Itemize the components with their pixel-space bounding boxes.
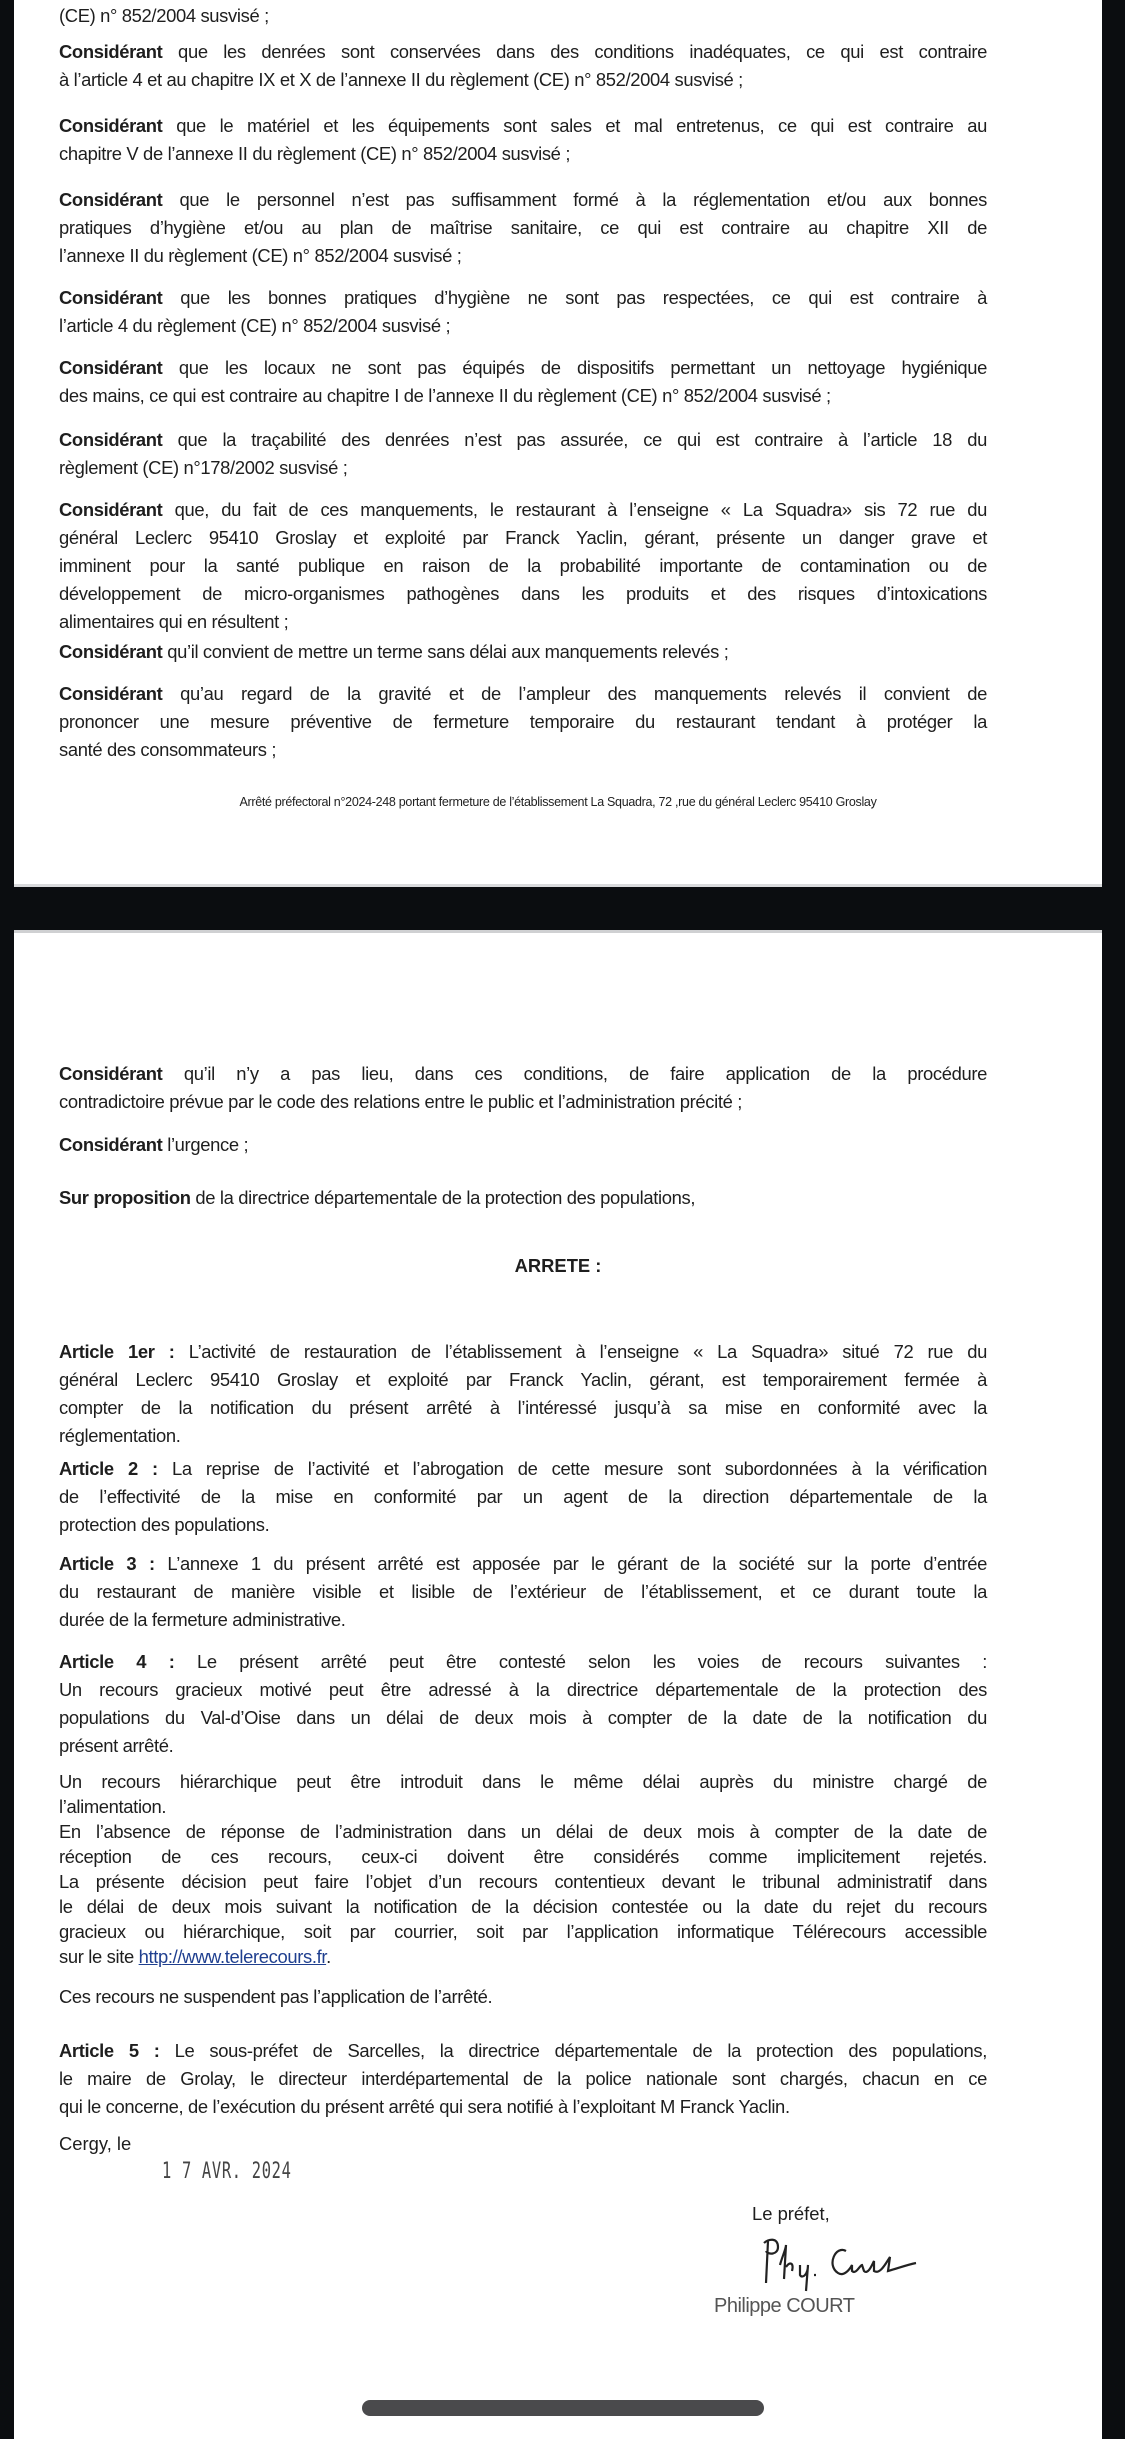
line-text: que le personnel n’est pas suffisamment formé à la réglementation et/ou aux bonnes <box>162 189 987 210</box>
text-line <box>59 1131 987 1159</box>
line-text: imminent pour la santé publique en raison de la probabilité importante de contamination ou de <box>59 555 987 576</box>
text-line <box>59 1394 987 1422</box>
line-text: le délai de deux mois suivant la notification de la décision contestée ou la date du rejet du recours <box>59 1896 987 1917</box>
text-line <box>59 38 987 66</box>
text-line <box>59 552 987 580</box>
text-line <box>59 1422 987 1450</box>
bold-lead: Article 1er : <box>59 1341 175 1362</box>
text-line <box>59 1366 987 1394</box>
document-page-2 <box>14 930 1102 2439</box>
line-text: présent arrêté. <box>59 1735 174 1756</box>
paragraph <box>59 1455 987 1539</box>
text-line <box>59 1060 987 1088</box>
signatory-title: Le préfet, <box>752 2203 830 2224</box>
text-line <box>59 524 987 552</box>
line-text: qui le concerne, de l’exécution du présent arrêté qui sera notifié à l’exploitant M Franck Yaclin. <box>59 2096 790 2117</box>
paragraph <box>59 1131 987 1159</box>
line-text: L’annexe 1 du présent arrêté est apposée par le gérant de la société sur la porte d’entrée <box>154 1553 987 1574</box>
bold-lead: Considérant <box>59 357 163 378</box>
paragraph <box>59 112 987 168</box>
text-line <box>59 186 987 214</box>
text-line <box>59 66 987 94</box>
bold-lead: Considérant <box>59 115 163 136</box>
text-line <box>59 112 987 140</box>
line-text: général Leclerc 95410 Groslay et exploité par Franck Yaclin, gérant, est temporairement fermée à <box>59 1369 987 1390</box>
line-text: qu’il n’y a pas lieu, dans ces conditions, de faire application de la procédure <box>162 1063 987 1084</box>
text-line <box>59 638 987 666</box>
bold-lead: Considérant <box>59 41 163 62</box>
line-text: qu’il convient de mettre un terme sans délai aux manquements relevés ; <box>162 641 729 662</box>
line-text: . <box>326 1946 331 1967</box>
line-text: à l’article 4 et au chapitre IX et X de l’annexe II du règlement (CE) n° 852/2004 susvisé ; <box>59 69 743 90</box>
line-text: Le sous-préfet de Sarcelles, la directrice départementale de la protection des populations, <box>159 2040 987 2061</box>
line-text: règlement (CE) n°178/2002 susvisé ; <box>59 457 348 478</box>
text-line <box>59 1676 987 1704</box>
text-line <box>59 1648 987 1676</box>
line-text: que les locaux ne sont pas équipés de dispositifs permettant un nettoyage hygiénique <box>162 357 987 378</box>
text-line <box>59 354 987 382</box>
text-line <box>59 454 987 482</box>
line-text: que les denrées sont conservées dans des conditions inadéquates, ce qui est contraire <box>162 41 987 62</box>
line-text: santé des consommateurs ; <box>59 739 277 760</box>
bold-lead: Considérant <box>59 1063 163 1084</box>
text-line <box>59 1606 987 1634</box>
text-line <box>59 1944 987 1969</box>
text-line <box>59 1919 987 1944</box>
line-text: populations du Val-d’Oise dans un délai de deux mois à compter de la date de la notification du <box>59 1707 987 1728</box>
text-line <box>59 1511 987 1539</box>
line-text: compter de la notification du présent arrêté à l’intéressé jusqu’à sa mise en conformité avec la <box>59 1397 987 1418</box>
line-text: La reprise de l’activité et l’abrogation de cette mesure sont subordonnées à la vérification <box>157 1458 987 1479</box>
line-text: En l’absence de réponse de l’administration dans un délai de deux mois à compter de la date de <box>59 1821 987 1842</box>
text-line <box>59 2037 987 2065</box>
text-line <box>59 736 987 764</box>
bold-lead: Considérant <box>59 189 163 210</box>
paragraph <box>59 2 987 30</box>
paragraph <box>59 426 987 482</box>
line-text: général Leclerc 95410 Groslay et exploité par Franck Yaclin, gérant, présente un danger grave et <box>59 527 987 548</box>
paragraph <box>59 186 987 270</box>
line-text: Un recours hiérarchique peut être introduit dans le même délai auprès du ministre chargé de <box>59 1771 987 1792</box>
text-line <box>59 1184 987 1212</box>
text-line <box>59 580 987 608</box>
paragraph <box>59 680 987 764</box>
line-text: l’alimentation. <box>59 1796 167 1817</box>
text-line <box>59 1088 987 1116</box>
bold-lead: Considérant <box>59 641 163 662</box>
text-line <box>59 1794 987 1819</box>
line-text: développement de micro-organismes pathogènes dans les produits et des risques d’intoxications <box>59 583 987 604</box>
telerecours-link[interactable]: http://www.telerecours.fr <box>138 1946 327 1967</box>
line-text: de la directrice départementale de la protection des populations, <box>190 1187 696 1208</box>
line-text: l’annexe II du règlement (CE) n° 852/2004 susvisé ; <box>59 245 462 266</box>
line-text: prononcer une mesure préventive de fermeture temporaire du restaurant tendant à protéger la <box>59 711 987 732</box>
text-line <box>59 2 987 30</box>
text-line <box>59 284 987 312</box>
text-line <box>59 1578 987 1606</box>
text-line <box>59 1455 987 1483</box>
paragraph <box>59 354 987 410</box>
home-indicator[interactable] <box>362 2400 764 2416</box>
line-text: Un recours gracieux motivé peut être adressé à la directrice départementale de la protection des <box>59 1679 987 1700</box>
line-text: des mains, ce qui est contraire au chapitre I de l’annexe II du règlement (CE) n° 852/2004 susvisé ; <box>59 385 831 406</box>
text-line <box>59 2093 987 2121</box>
text-line <box>59 312 987 340</box>
signature-image <box>756 2235 936 2295</box>
bold-lead: Considérant <box>59 499 163 520</box>
paragraph <box>59 1338 987 1450</box>
line-text: Le présent arrêté peut être contesté selon les voies de recours suivantes : <box>174 1651 987 1672</box>
line-text: Ces recours ne suspendent pas l’application de l’arrêté. <box>59 1986 493 2007</box>
place-label: Cergy, le <box>59 2133 132 2154</box>
line-text: gracieux ou hiérarchique, soit par courrier, soit par l’application informatique Télérecours accessible <box>59 1921 987 1942</box>
paragraph <box>59 1983 987 2011</box>
bold-lead: Considérant <box>59 1134 163 1155</box>
line-text: que, du fait de ces manquements, le restaurant à l’enseigne « La Squadra» sis 72 rue du <box>162 499 987 520</box>
text-line <box>59 1704 987 1732</box>
line-text: durée de la fermeture administrative. <box>59 1609 346 1630</box>
paragraph <box>59 1769 987 1969</box>
paragraph <box>59 496 987 636</box>
paragraph <box>59 1550 987 1634</box>
date-stamp: 1 7 AVR. 2024 <box>162 2159 292 2184</box>
paragraph <box>59 284 987 340</box>
bold-lead: Considérant <box>59 287 163 308</box>
line-text: pratiques d’hygiène et/ou au plan de maîtrise sanitaire, ce qui est contraire au chapitre XII de <box>59 217 987 238</box>
text-line <box>59 1550 987 1578</box>
line-text: que les bonnes pratiques d’hygiène ne sont pas respectées, ce qui est contraire à <box>162 287 987 308</box>
line-text: protection des populations. <box>59 1514 270 1535</box>
line-text: réglementation. <box>59 1425 181 1446</box>
text-line <box>59 1844 987 1869</box>
text-line <box>59 608 987 636</box>
text-line <box>59 1819 987 1844</box>
paragraph <box>59 638 987 666</box>
text-line <box>59 242 987 270</box>
paragraph <box>59 1184 987 1212</box>
line-text: du restaurant de manière visible et lisible de l’extérieur de l’établissement, et ce durant toute la <box>59 1581 987 1602</box>
line-text: chapitre V de l’annexe II du règlement (CE) n° 852/2004 susvisé ; <box>59 143 571 164</box>
text-line <box>59 2065 987 2093</box>
paragraph <box>59 2037 987 2121</box>
text-line <box>59 680 987 708</box>
text-line <box>59 214 987 242</box>
text-line <box>59 1983 987 2011</box>
text-line <box>59 140 987 168</box>
signatory-name: Philippe COURT <box>714 2295 855 2317</box>
text-line <box>59 1483 987 1511</box>
bold-lead: Considérant <box>59 429 163 450</box>
paragraph <box>59 38 987 94</box>
line-text: de l’effectivité de la mise en conformité par un agent de la direction départementale de la <box>59 1486 987 1507</box>
text-line <box>59 496 987 524</box>
line-text: sur le site <box>59 1946 139 1967</box>
line-text: La présente décision peut faire l’objet d’un recours contentieux devant le tribunal administratif dans <box>59 1871 987 1892</box>
bold-lead: Article 2 : <box>59 1458 158 1479</box>
page-footer: Arrêté préfectoral n°2024-248 portant fermeture de l’établissement La Squadra, 72 ,rue du général Leclerc 95410 Groslay <box>239 795 877 809</box>
line-text: L’activité de restauration de l’établissement à l’enseigne « La Squadra» situé 72 rue du <box>174 1341 987 1362</box>
bold-lead: Considérant <box>59 683 163 704</box>
line-text: que le matériel et les équipements sont sales et mal entretenus, ce qui est contraire au <box>162 115 987 136</box>
line-text: l’urgence ; <box>162 1134 249 1155</box>
text-line <box>59 382 987 410</box>
line-text: que la traçabilité des denrées n’est pas assurée, ce qui est contraire à l’article 18 du <box>162 429 987 450</box>
bold-lead: Article 5 : <box>59 2040 160 2061</box>
line-text: (CE) n° 852/2004 susvisé ; <box>59 5 269 26</box>
bold-lead: Article 4 : <box>59 1651 175 1672</box>
line-text: alimentaires qui en résultent ; <box>59 611 289 632</box>
line-text: contradictoire prévue par le code des relations entre le public et l’administration précité ; <box>59 1091 743 1112</box>
text-line <box>59 1869 987 1894</box>
text-line <box>59 1894 987 1919</box>
bold-lead: Sur proposition <box>59 1187 191 1208</box>
paragraph <box>59 1648 987 1760</box>
line-text: l’article 4 du règlement (CE) n° 852/2004 susvisé ; <box>59 315 451 336</box>
text-line <box>59 1769 987 1794</box>
line-text: le maire de Grolay, le directeur interdépartemental de la police nationale sont chargés, chacun en ce <box>59 2068 987 2089</box>
text-line <box>59 426 987 454</box>
bold-lead: Article 3 : <box>59 1553 155 1574</box>
decree-title: ARRETE : <box>514 1255 602 1276</box>
text-line <box>59 1338 987 1366</box>
paragraph <box>59 1060 987 1116</box>
text-line <box>59 1732 987 1760</box>
text-line <box>59 708 987 736</box>
document-page-1 <box>14 0 1102 887</box>
line-text: qu’au regard de la gravité et de l’ampleur des manquements relevés il convient de <box>162 683 987 704</box>
line-text: réception de ces recours, ceux-ci doivent être considérés comme implicitement rejetés. <box>59 1846 987 1867</box>
